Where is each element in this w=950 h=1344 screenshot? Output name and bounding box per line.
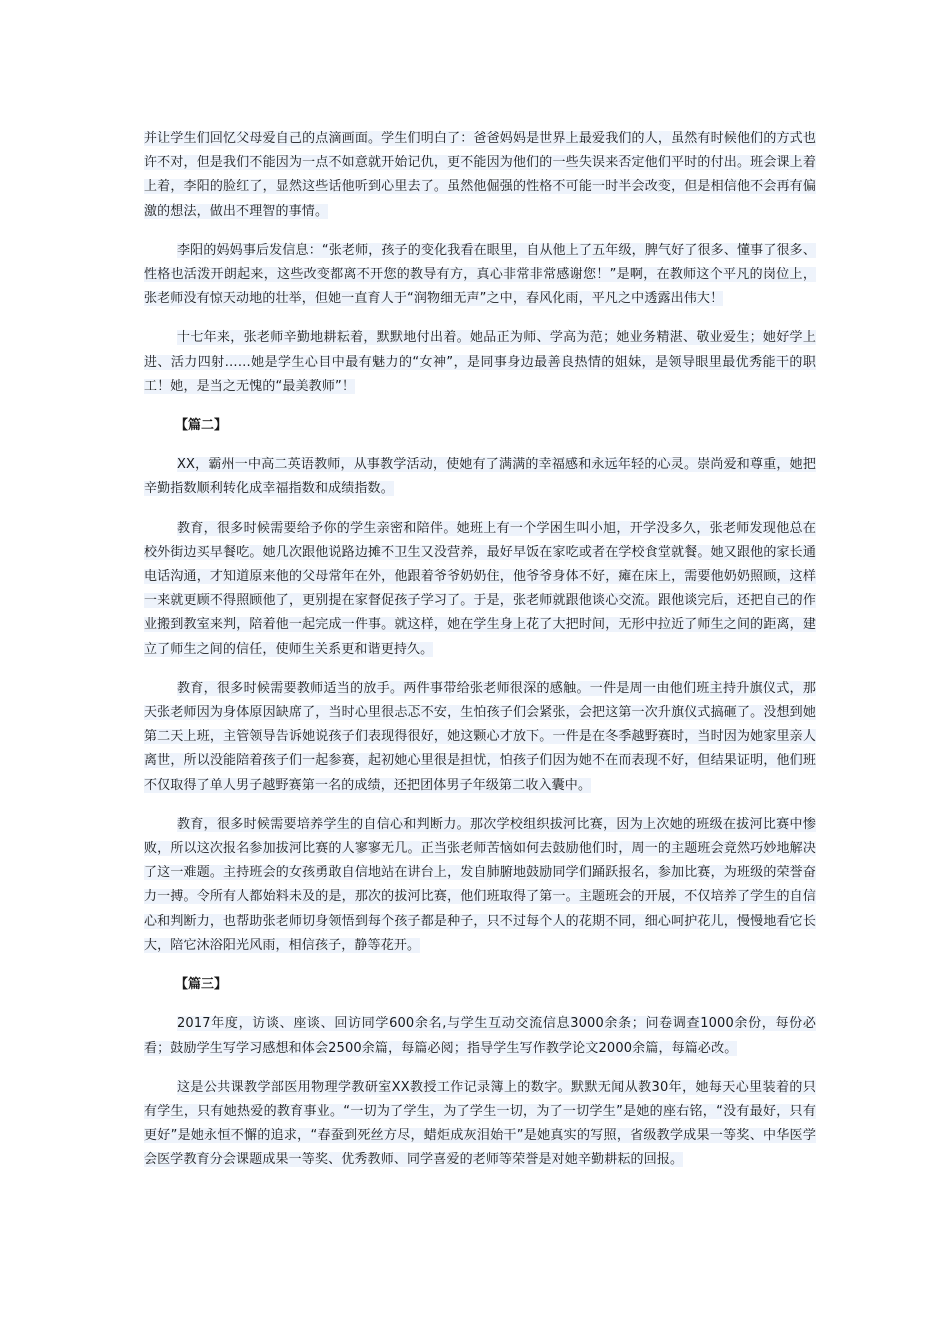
paragraph <box>144 239 816 312</box>
document-body <box>144 127 816 1188</box>
paragraph-text: 并让学生们回忆父母爱自己的点滴画面。学生们明白了：爸爸妈妈是世界上最爱我们的人，虽然有时候他们的方式也许不对，但是我们不能因为一点不如意就开始记仇，更不能因为他们的一些失误来否定他们平时的付出。班会课上着上着，李阳的脸红了，显然这些话他听到心里去了。虽然他倔强的性格不可能一时半会改变，但是相信他不会再有偏激的想法，做出不理智的事情。 <box>144 131 816 219</box>
paragraph <box>144 677 816 798</box>
paragraph-text: 教育，很多时候需要教师适当的放手。两件事带给张老师很深的感触。一件是周一由他们班主持升旗仪式，那天张老师因为身体原因缺席了，当时心里很忐忑不安，生怕孩子们会紧张，会把这第一次升旗仪式搞砸了。没想到她第二天上班，主管领导告诉她说孩子们表现得很好，她这颗心才放下。一件是在冬季越野赛时，当时因为她家里亲人离世，所以没能陪着孩子们一起参赛，起初她心里很是担忧，怕孩子们因为她不在而表现不好，但结果证明，他们班不仅取得了单人男子越野赛第一名的成绩，还把团体男子年级第二收入囊中。 <box>144 680 816 793</box>
section-heading-3: 【篇三】 <box>175 977 228 993</box>
paragraph <box>144 127 816 224</box>
paragraph <box>144 1076 816 1173</box>
paragraph-text: 这是公共课教学部医用物理学教研室XX教授工作记录簿上的数字。默默无闻从教30年，她每天心里装着的只有学生，只有她热爱的教育事业。“一切为了学生，为了学生一切，为了一切学生”是她的座右铭，“没有最好，只有更好”是她永恒不懈的追求，“春蚕到死丝方尽，蜡炬成灰泪始干”是她真实的写照，省级教学成果一等奖、中华医学会医学教育分会课题成果一等奖、优秀教师、同学喜爱的老师等荣誉是对她辛勤耕耘的回报。 <box>144 1079 816 1168</box>
paragraph-text: 十七年来，张老师辛勤地耕耘着，默默地付出着。她品正为师、学高为范；她业务精湛、敬业爱生；她好学上进、活力四射……她是学生心目中最有魅力的“女神”，是同事身边最善良热情的姐妹，是领导眼里最优秀能干的职工！她，是当之无愧的“最美教师”！ <box>144 330 816 394</box>
paragraph-text: 2017年度，访谈、座谈、回访同学600余名,与学生互动交流信息3000余条；问卷调查1000余份，每份必看；鼓励学生写学习感想和体会2500余篇，每篇必阅；指导学生写作教学论文2000余篇，每篇必改。 <box>144 1016 816 1056</box>
paragraph <box>144 326 816 399</box>
paragraph <box>144 1012 816 1060</box>
paragraph <box>144 517 816 662</box>
paragraph <box>144 813 816 958</box>
paragraph <box>144 453 816 501</box>
paragraph-text: 教育，很多时候需要培养学生的自信心和判断力。那次学校组织拔河比赛，因为上次她的班级在拔河比赛中惨败，所以这次报名参加拔河比赛的人寥寥无几。正当张老师苦恼如何去鼓励他们时，周一的主题班会竟然巧妙地解决了这一难题。主持班会的女孩勇敢自信地站在讲台上，发自肺腑地鼓励同学们踊跃报名，参加比赛，为班级的荣誉奋力一搏。令所有人都始料未及的是，那次的拔河比赛，他们班取得了第一。主题班会的开展，不仅培养了学生的自信心和判断力，也帮助张老师切身领悟到每个孩子都是种子，只不过每个人的花期不同，细心呵护花儿，慢慢地看它长大，陪它沐浴阳光风雨，相信孩子，静等花开。 <box>144 816 816 953</box>
paragraph-text: XX，霸州一中高二英语教师，从事教学活动，使她有了满满的幸福感和永远年轻的心灵。崇尚爱和尊重，她把辛勤指数顺利转化成幸福指数和成绩指数。 <box>144 457 816 497</box>
section-heading-2: 【篇二】 <box>175 418 228 434</box>
paragraph-text: 李阳的妈妈事后发信息：“张老师，孩子的变化我看在眼里，自从他上了五年级，脾气好了很多、懂事了很多、性格也活泼开朗起来，这些改变都离不开您的教导有方，真心非常非常感谢您！”是啊，在教师这个平凡的岗位上，张老师没有惊天动地的壮举，但她一直育人于“润物细无声”之中，春风化雨，平凡之中透露出伟大！ <box>144 242 816 307</box>
paragraph-text: 教育，很多时候需要给予你的学生亲密和陪伴。她班上有一个学困生叫小旭，开学没多久，张老师发现他总在校外街边买早餐吃。她几次跟他说路边摊不卫生又没营养，最好早饭在家吃或者在学校食堂就餐。她又跟他的家长通电话沟通，才知道原来他的父母常年在外，他跟着爷爷奶奶住，他爷爷身体不好，瘫在床上，需要他奶奶照顾，这样一来就更顾不得照顾他了，更别提在家督促孩子学习了。于是，张老师就跟他谈心交流。跟他谈完后，还把自己的作业搬到教室来判，陪着他一起完成一件事。就这样，她在学生身上花了大把时间，无形中拉近了师生之间的距离，建立了师生之间的信任，使师生关系更和谐更持久。 <box>144 520 816 657</box>
